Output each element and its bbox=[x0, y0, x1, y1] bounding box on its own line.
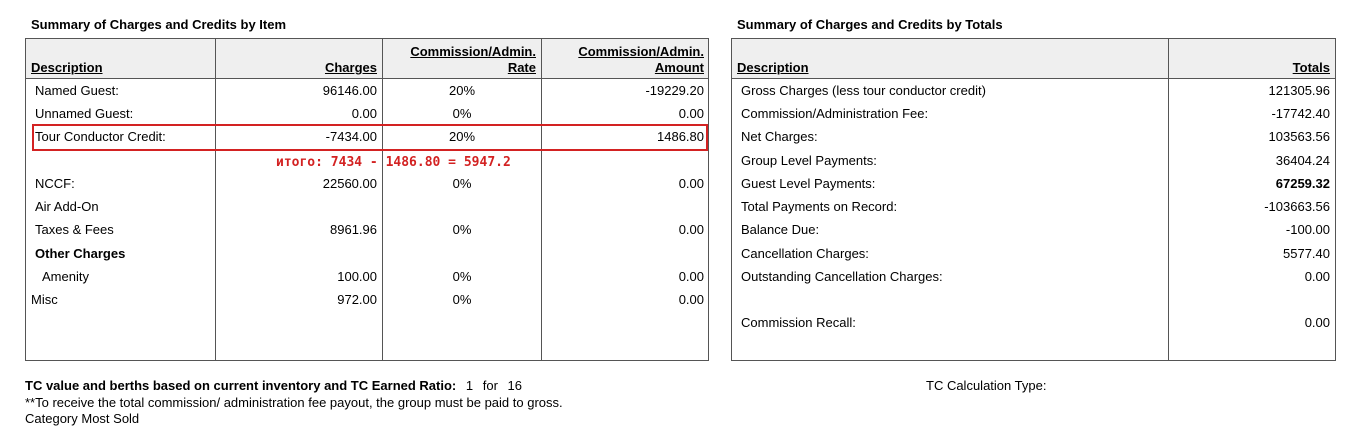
tour-conductor-highlight bbox=[32, 124, 708, 151]
tc-ratio-label: TC value and berths based on current inventory and TC Earned Ratio: bbox=[25, 378, 457, 393]
row-description: Guest Level Payments: bbox=[741, 176, 876, 191]
header-rate-line2: Rate bbox=[507, 60, 536, 75]
row-charges: 972.00 bbox=[337, 292, 377, 307]
row-description: Total Payments on Record: bbox=[741, 199, 898, 214]
left-section-title: Summary of Charges and Credits by Item bbox=[31, 17, 287, 32]
tc-ratio-for: for bbox=[482, 378, 498, 393]
row-description: Tour Conductor Credit: bbox=[35, 129, 166, 144]
row-total: -17742.40 bbox=[1271, 106, 1330, 121]
row-rate: 0% bbox=[452, 222, 472, 237]
row-charges: 0.00 bbox=[351, 106, 377, 121]
row-total: 0.00 bbox=[1304, 315, 1330, 330]
tc-ratio-value-a: 1 bbox=[465, 378, 474, 393]
header-amount-line1: Commission/Admin. bbox=[578, 44, 704, 59]
row-description: Misc bbox=[31, 292, 58, 307]
annotation-note: итого: 7434 - 1486.80 = 5947.2 bbox=[276, 155, 511, 170]
row-charges: 100.00 bbox=[337, 269, 377, 284]
row-description: Amenity bbox=[42, 269, 89, 284]
row-description: Commission/Administration Fee: bbox=[741, 106, 929, 121]
row-total: -100.00 bbox=[1285, 222, 1330, 237]
row-charges: 8961.96 bbox=[330, 222, 377, 237]
charges-by-item-table bbox=[25, 38, 709, 361]
tc-calculation-type-label: TC Calculation Type: bbox=[926, 378, 1047, 393]
row-description: Commission Recall: bbox=[741, 315, 856, 330]
payout-note: **To receive the total commission/ administration fee payout, the group must be paid to gross. bbox=[25, 395, 563, 410]
row-description-group: Other Charges bbox=[35, 246, 126, 261]
row-description: Outstanding Cancellation Charges: bbox=[741, 269, 943, 284]
row-amount: 1486.80 bbox=[657, 129, 704, 144]
header-totals: Totals bbox=[1292, 60, 1330, 75]
row-total: -103663.56 bbox=[1264, 199, 1330, 214]
header-description: Description bbox=[737, 60, 809, 75]
tc-ratio-line bbox=[25, 378, 522, 394]
row-amount: -19229.20 bbox=[645, 83, 704, 98]
row-amount: 0.00 bbox=[678, 292, 704, 307]
row-description: Cancellation Charges: bbox=[741, 246, 869, 261]
row-rate: 0% bbox=[452, 106, 472, 121]
row-total: 121305.96 bbox=[1268, 83, 1330, 98]
category-most-sold: Category Most Sold bbox=[25, 411, 140, 426]
charges-by-totals-table bbox=[731, 38, 1336, 361]
row-description: Gross Charges (less tour conductor credit) bbox=[741, 83, 986, 98]
row-description: Air Add-On bbox=[35, 199, 99, 214]
row-total: 36404.24 bbox=[1275, 153, 1330, 168]
row-rate: 20% bbox=[448, 83, 476, 98]
row-amount: 0.00 bbox=[678, 176, 704, 191]
row-description: Named Guest: bbox=[35, 83, 119, 98]
row-charges: 96146.00 bbox=[322, 83, 377, 98]
row-description: NCCF: bbox=[35, 176, 75, 191]
row-description: Balance Due: bbox=[741, 222, 820, 237]
header-rate-line1: Commission/Admin. bbox=[410, 44, 536, 59]
row-rate: 0% bbox=[452, 269, 472, 284]
row-amount: 0.00 bbox=[678, 222, 704, 237]
row-amount: 0.00 bbox=[678, 106, 704, 121]
row-description: Net Charges: bbox=[741, 129, 818, 144]
header-amount-line2: Amount bbox=[654, 60, 704, 75]
tc-ratio-value-b: 16 bbox=[507, 378, 522, 393]
row-charges: -7434.00 bbox=[325, 129, 377, 144]
right-section-title: Summary of Charges and Credits by Totals bbox=[737, 17, 1003, 32]
row-total: 0.00 bbox=[1304, 269, 1330, 284]
row-description: Group Level Payments: bbox=[741, 153, 877, 168]
row-rate: 0% bbox=[452, 292, 472, 307]
row-amount: 0.00 bbox=[678, 269, 704, 284]
row-total: 67259.32 bbox=[1275, 176, 1330, 191]
row-description: Unnamed Guest: bbox=[35, 106, 134, 121]
header-description: Description bbox=[31, 60, 103, 75]
row-charges: 22560.00 bbox=[322, 176, 377, 191]
row-description: Taxes & Fees bbox=[35, 222, 114, 237]
header-charges: Charges bbox=[324, 60, 377, 75]
row-total: 5577.40 bbox=[1283, 246, 1330, 261]
row-total: 103563.56 bbox=[1268, 129, 1330, 144]
row-rate: 20% bbox=[448, 129, 476, 144]
row-rate: 0% bbox=[452, 176, 472, 191]
